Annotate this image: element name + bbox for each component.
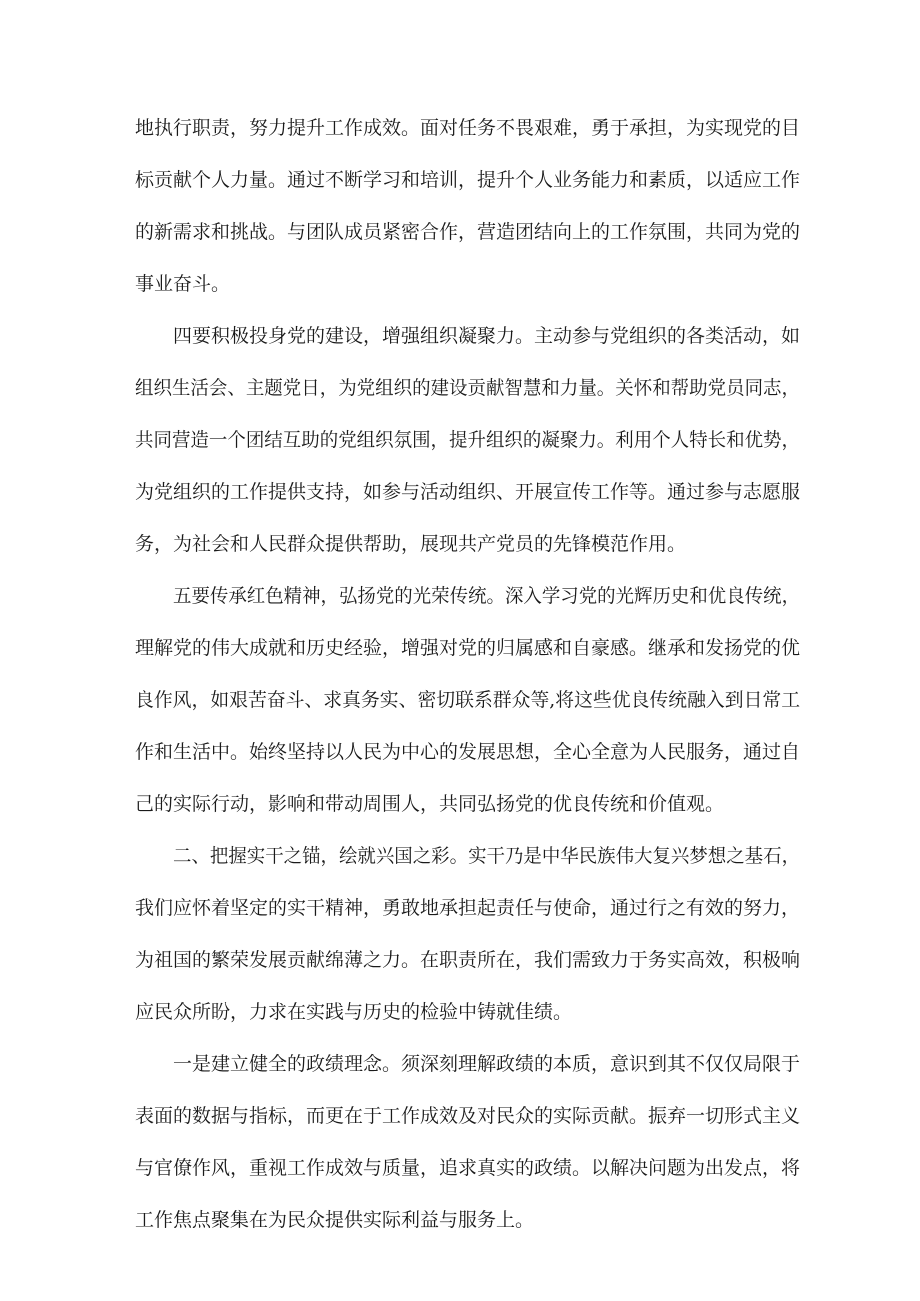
paragraph-line: 一是建立健全的政绩理念。须深刻理解政绩的本质，意识到其不仅仅局限于 [173, 1053, 801, 1075]
paragraph-line: 务，为社会和人民群众提供帮助，展现共产党员的先锋模范作用。 [135, 533, 687, 555]
paragraph-line: 为党组织的工作提供支持，如参与活动组织、开展宣传工作等。通过参与志愿服 [135, 481, 801, 503]
paragraph-line: 我们应怀着坚定的实干精神，勇敢地承担起责任与使命，通过行之有效的努力， [135, 897, 801, 919]
paragraph-line: 标贡献个人力量。通过不断学习和培训，提升个人业务能力和素质，以适应工作 [135, 169, 801, 191]
paragraph-line: 表面的数据与指标，而更在于工作成效及对民众的实际贡献。振弃一切形式主义 [135, 1105, 801, 1127]
paragraph-line: 良作风，如艰苦奋斗、求真务实、密切联系群众等,将这些优良传统融入到日常工 [135, 689, 801, 711]
paragraph-line: 作和生活中。始终坚持以人民为中心的发展思想，全心全意为人民服务，通过自 [135, 741, 801, 763]
paragraph-line: 为祖国的繁荣发展贡献绵薄之力。在职责所在，我们需致力于务实高效，积极响 [135, 949, 801, 971]
paragraph-line: 四要积极投身党的建设，增强组织凝聚力。主动参与党组织的各类活动，如 [173, 325, 801, 347]
paragraph-line: 己的实际行动，影响和带动周围人，共同弘扬党的优良传统和价值观。 [135, 793, 725, 815]
paragraph-line: 事业奋斗。 [135, 273, 231, 295]
paragraph-line: 应民众所盼，力求在实践与历史的检验中铸就佳绩。 [135, 1001, 573, 1023]
paragraph-line: 地执行职责，努力提升工作成效。面对任务不畏艰难，勇于承担，为实现党的目 [135, 117, 801, 139]
paragraph-line: 二、把握实干之锚，绘就兴国之彩。实干乃是中华民族伟大复兴梦想之基石， [173, 845, 801, 867]
paragraph-line: 五要传承红色精神，弘扬党的光荣传统。深入学习党的光辉历史和优良传统， [173, 585, 801, 607]
paragraph-line: 与官僚作风，重视工作成效与质量，追求真实的政绩。以解决问题为出发点，将 [135, 1157, 801, 1179]
paragraph-line: 工作焦点聚集在为民众提供实际利益与服务上。 [135, 1209, 535, 1231]
paragraph-line: 的新需求和挑战。与团队成员紧密合作，营造团结向上的工作氛围，共同为党的 [135, 221, 801, 243]
paragraph-line: 理解党的伟大成就和历史经验，增强对党的归属感和自豪感。继承和发扬党的优 [135, 637, 801, 659]
paragraph-line: 共同营造一个团结互助的党组织氛围，提升组织的凝聚力。利用个人特长和优势， [135, 429, 800, 451]
paragraph-line: 组织生活会、主题党日，为党组织的建设贡献智慧和力量。关怀和帮助党员同志， [135, 377, 800, 399]
